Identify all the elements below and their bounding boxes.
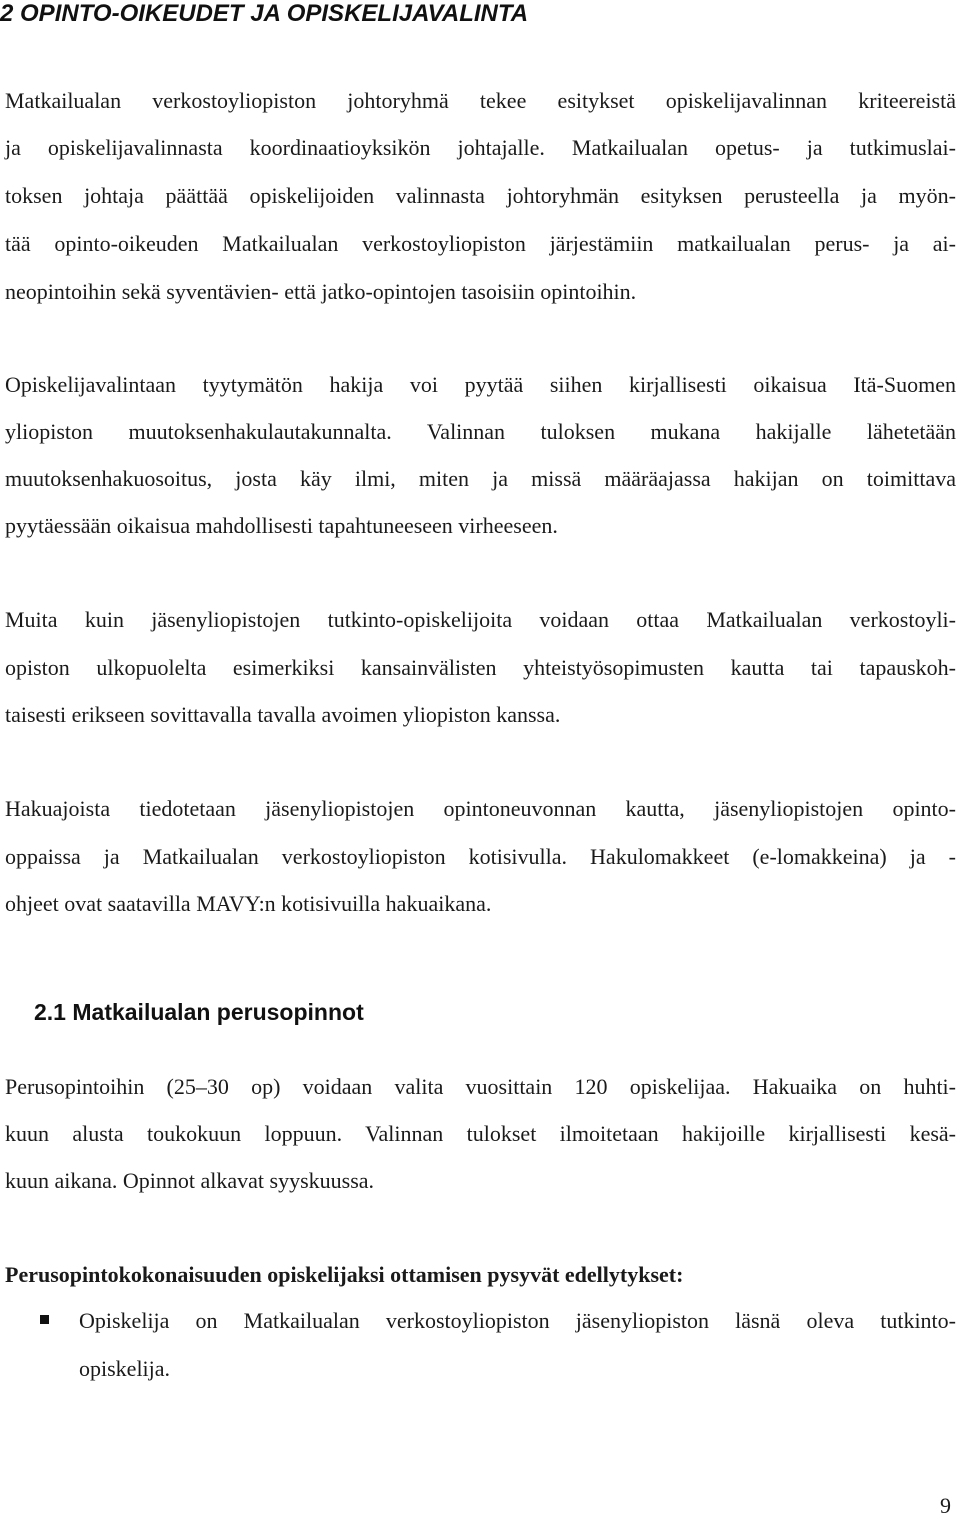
bullet-item-line: opiskelija. — [79, 1356, 171, 1381]
page-number: 9 — [940, 1493, 951, 1518]
paragraph-line: oppaissa ja Matkailualan verkostoyliopiston kotisivulla. Hakulomakkeet (e-lomakkeina) ja - — [5, 844, 956, 869]
paragraph-line: ohjeet ovat saatavilla MAVY:n kotisivuilla hakuaikana. — [5, 891, 492, 916]
subsection-heading: 2.1 Matkailualan perusopinnot — [34, 999, 364, 1025]
requirements-heading — [5, 1262, 683, 1288]
paragraph-line: opiston ulkopuolelta esimerkiksi kansainvälisten yhteistyösopimusten kautta tai tapauskoh- — [5, 655, 956, 680]
bullet-item-line: Opiskelija on Matkailualan verkostoyliopiston jäsenyliopiston läsnä oleva tutkinto- — [79, 1308, 956, 1333]
paragraph-line: taisesti erikseen sovittavalla tavalla avoimen yliopiston kanssa. — [5, 702, 561, 727]
paragraph-line: muutoksenhakuosoitus, josta käy ilmi, miten ja missä määräajassa hakijan on toimittava — [5, 466, 956, 491]
paragraph-line: tää opinto-oikeuden Matkailualan verkostoyliopiston järjestämiin matkailualan perus- ja ai- — [5, 231, 956, 256]
paragraph-line: ja opiskelijavalinnasta koordinaatioyksikön johtajalle. Matkailualan opetus- ja tutkimuslai- — [5, 135, 956, 160]
bullet-square-icon — [40, 1315, 49, 1324]
paragraph-line: Matkailualan verkostoyliopiston johtoryhmä tekee esitykset opiskelijavalinnan kriteereistä — [5, 88, 956, 113]
paragraph-line: neopintoihin sekä syventävien- että jatko-opintojen tasoisiin opintoihin. — [5, 279, 637, 304]
requirements-heading-colon: : — [676, 1262, 684, 1287]
paragraph-line: yliopiston muutoksenhakulautakunnalta. Valinnan tuloksen mukana hakijalle lähetetään — [5, 419, 956, 444]
paragraph-line: kuun aikana. Opinnot alkavat syyskuussa. — [5, 1168, 375, 1193]
paragraph-line: kuun alusta toukokuun loppuun. Valinnan tulokset ilmoitetaan hakijoille kirjallisesti kesä- — [5, 1121, 956, 1146]
paragraph-line: Perusopintoihin (25–30 op) voidaan valita vuosittain 120 opiskelijaa. Hakuaika on huhti- — [5, 1074, 956, 1099]
paragraph-line: Opiskelijavalintaan tyytymätön hakija voi pyytää siihen kirjallisesti oikaisua Itä-Suomen — [5, 372, 956, 397]
paragraph-line: Muita kuin jäsenyliopistojen tutkinto-opiskelijoita voidaan ottaa Matkailualan verkostoyli- — [5, 607, 956, 632]
requirements-heading-text: Perusopintokokonaisuuden opiskelijaksi ottamisen pysyvät edellytykset — [5, 1262, 677, 1287]
section-heading: 2 OPINTO-OIKEUDET JA OPISKELIJAVALINTA — [0, 0, 529, 27]
paragraph-line: Hakuajoista tiedotetaan jäsenyliopistojen opintoneuvonnan kautta, jäsenyliopistojen opinto- — [5, 796, 956, 821]
paragraph-line: pyytäessään oikaisua mahdollisesti tapahtuneeseen virheeseen. — [5, 513, 558, 538]
paragraph-line: toksen johtaja päättää opiskelijoiden valinnasta johtoryhmän esityksen perusteella ja myön- — [5, 183, 956, 208]
